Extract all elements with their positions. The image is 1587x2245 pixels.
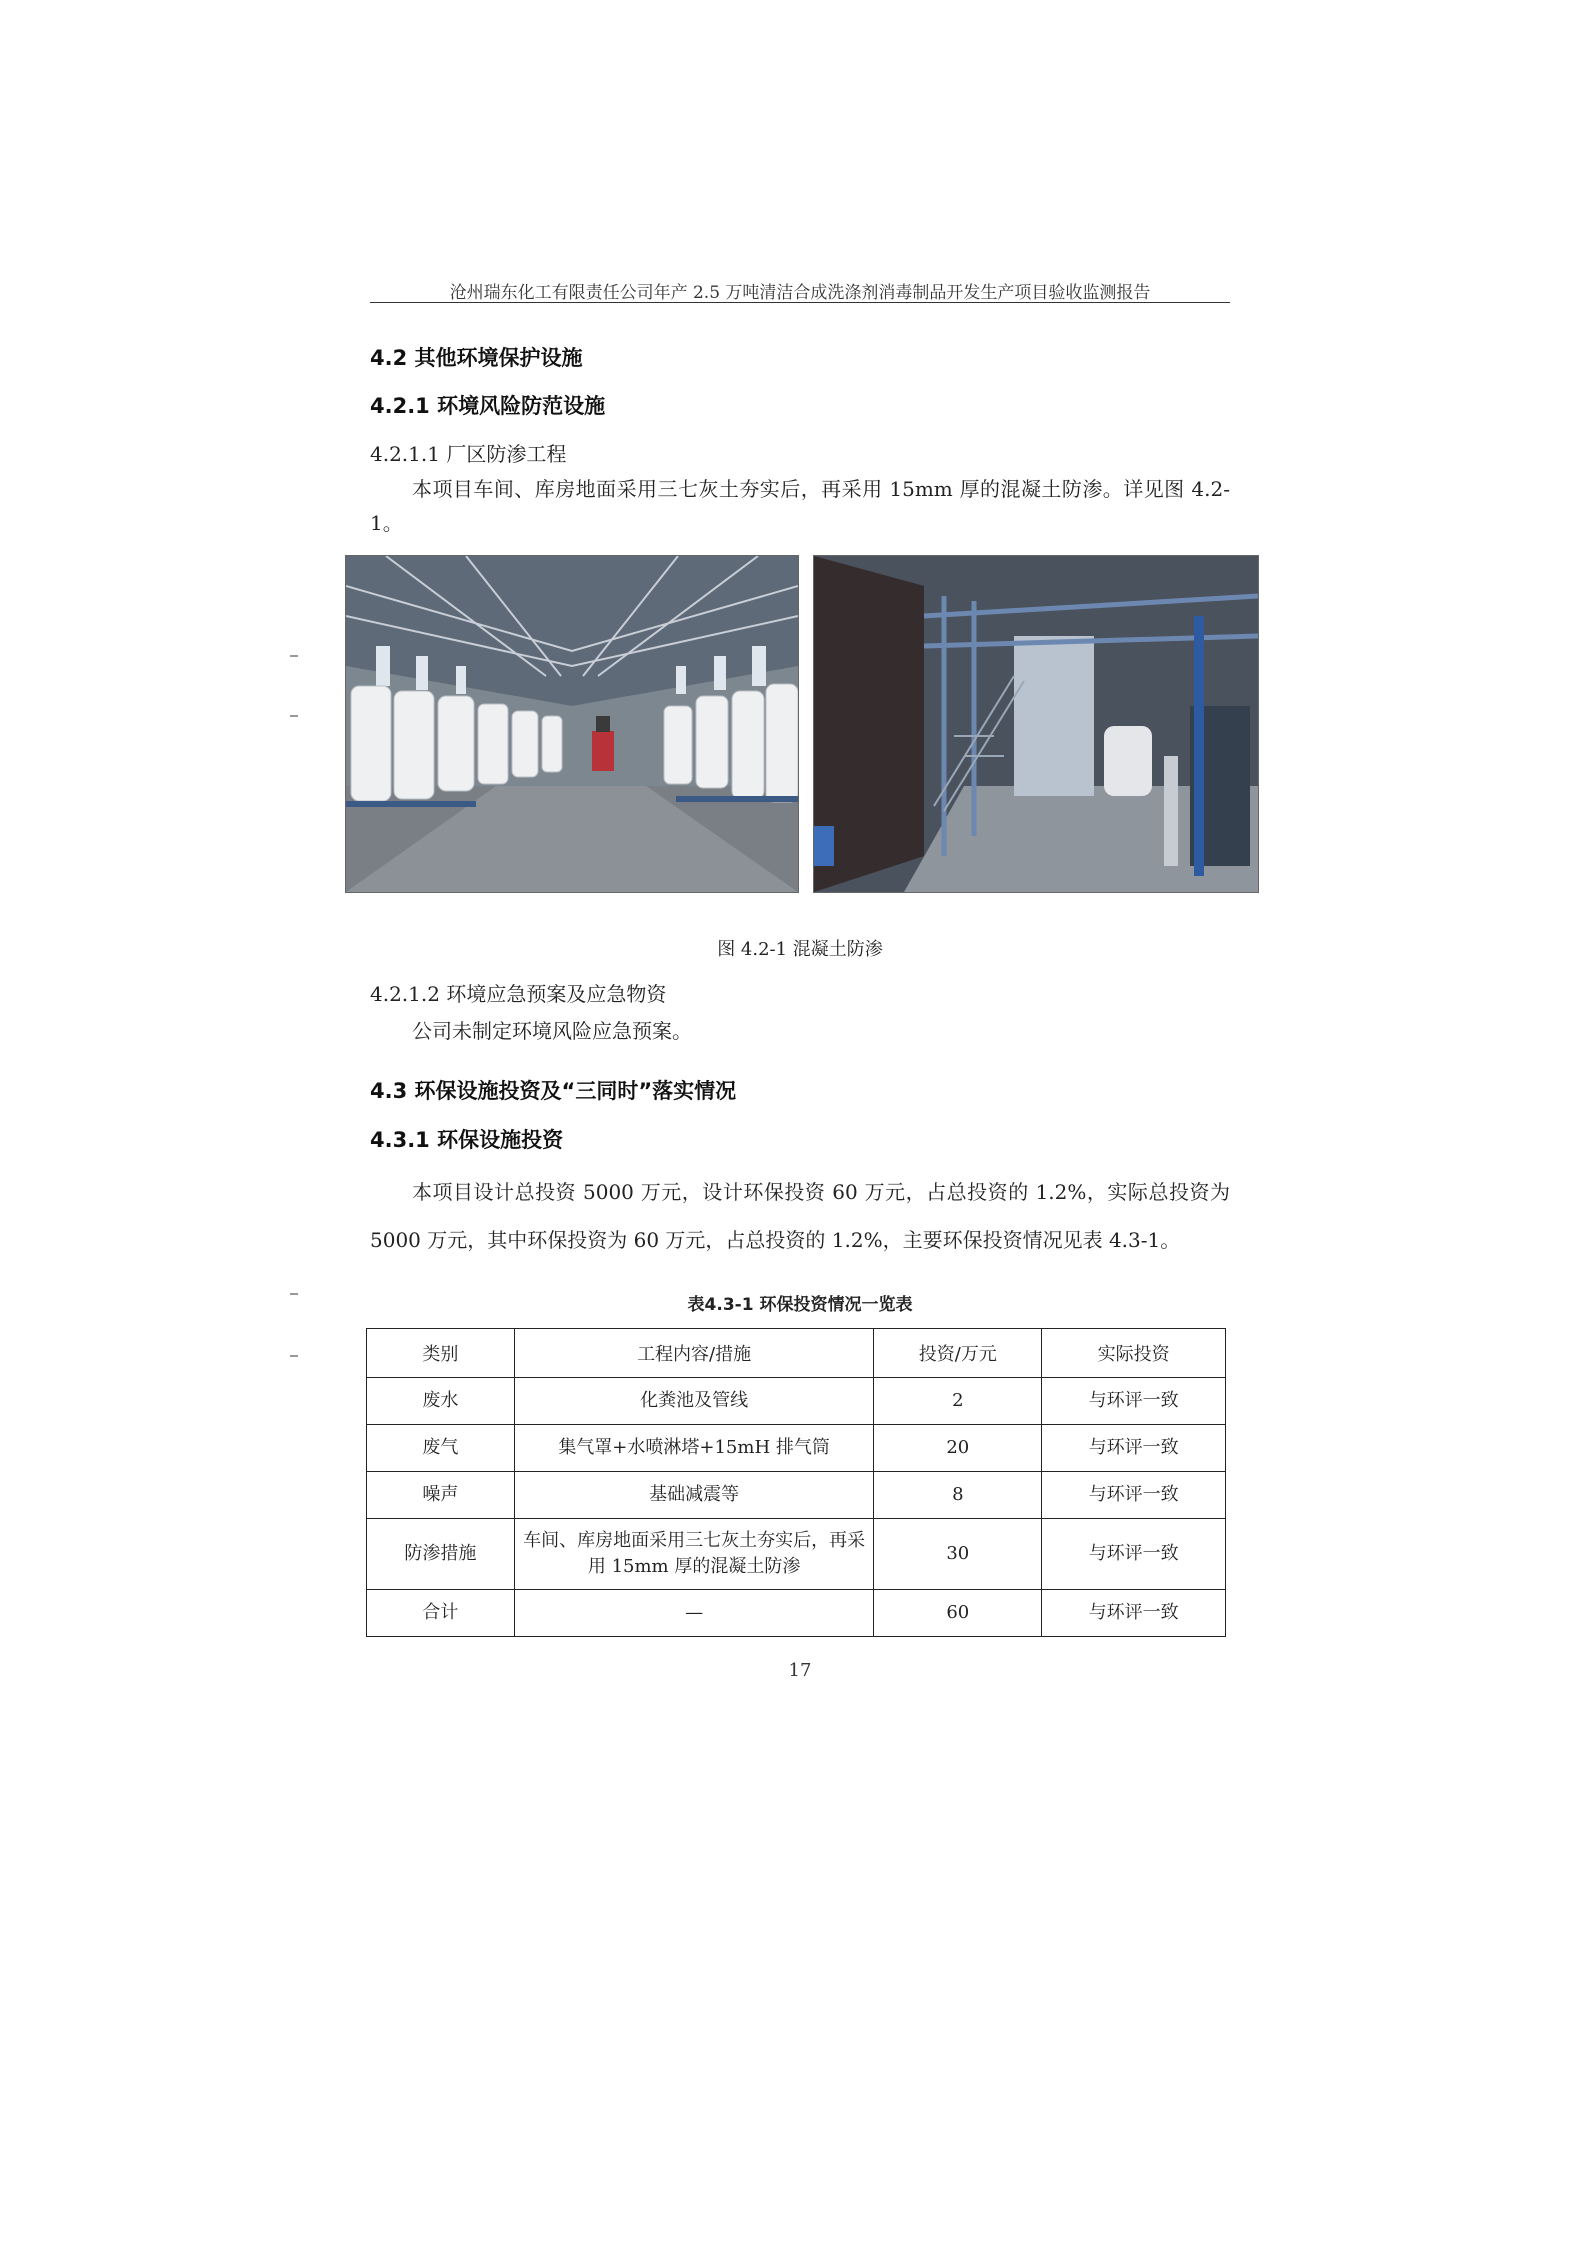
row-actual: 与环评一致 xyxy=(1042,1519,1226,1590)
figure-caption: 图 4.2-1 混凝土防渗 xyxy=(717,939,883,960)
row-content: 车间、库房地面采用三七灰土夯实后，再采用 15mm 厚的混凝土防渗 xyxy=(514,1519,874,1590)
table-row xyxy=(367,1378,1226,1425)
row-actual: 与环评一致 xyxy=(1042,1472,1226,1519)
table-caption: 表4.3-1 环保投资情况一览表 xyxy=(687,1295,913,1315)
table-row xyxy=(367,1590,1226,1637)
header-category: 类别 xyxy=(367,1329,515,1378)
heading-4-3-1: 4.3.1 环保设施投资 xyxy=(370,1128,564,1152)
row-content: 集气罩+水喷淋塔+15mH 排气筒 xyxy=(514,1425,874,1472)
row-content: 化粪池及管线 xyxy=(514,1378,874,1425)
heading-4-2-1: 4.2.1 环境风险防范设施 xyxy=(370,394,606,418)
row-actual: 与环评一致 xyxy=(1042,1425,1226,1472)
row-actual: 与环评一致 xyxy=(1042,1378,1226,1425)
row-content: 基础减震等 xyxy=(514,1472,874,1519)
heading-4-2-1-1: 4.2.1.1 厂区防渗工程 xyxy=(370,442,567,466)
paragraph-emergency: 公司未制定环境风险应急预案。 xyxy=(412,1019,692,1043)
warehouse-photo xyxy=(345,555,799,893)
table-header-row xyxy=(367,1329,1226,1378)
header-actual: 实际投资 xyxy=(1042,1329,1226,1378)
row-category: 合计 xyxy=(367,1590,515,1637)
investment-table xyxy=(366,1328,1226,1637)
header-investment: 投资/万元 xyxy=(874,1329,1042,1378)
heading-4-2-1-2: 4.2.1.2 环境应急预案及应急物资 xyxy=(370,982,667,1006)
page-number: 17 xyxy=(788,1660,812,1681)
row-category: 防渗措施 xyxy=(367,1519,515,1590)
header-content: 工程内容/措施 xyxy=(514,1329,874,1378)
row-investment: 60 xyxy=(874,1590,1042,1637)
scan-mark xyxy=(290,715,298,717)
row-investment: 20 xyxy=(874,1425,1042,1472)
row-category: 废气 xyxy=(367,1425,515,1472)
row-actual: 与环评一致 xyxy=(1042,1590,1226,1637)
row-investment: 2 xyxy=(874,1378,1042,1425)
row-investment: 8 xyxy=(874,1472,1042,1519)
row-content: — xyxy=(514,1590,874,1637)
heading-4-2: 4.2 其他环境保护设施 xyxy=(370,346,583,370)
row-category: 废水 xyxy=(367,1378,515,1425)
paragraph-seepage: 本项目车间、库房地面采用三七灰土夯实后，再采用 15mm 厚的混凝土防渗。详见图 4.2-1。 xyxy=(370,477,1230,535)
heading-4-3: 4.3 环保设施投资及“三同时”落实情况 xyxy=(370,1079,737,1103)
running-header: 沧州瑞东化工有限责任公司年产 2.5 万吨清洁合成洗涤剂消毒制品开发生产项目验收监测报告 xyxy=(449,283,1151,303)
table-row xyxy=(367,1472,1226,1519)
paragraph-investment: 本项目设计总投资 5000 万元，设计环保投资 60 万元，占总投资的 1.2%，实际总投资为 5000 万元，其中环保投资为 60 万元，占总投资的 1.2%，主要环保投资情况见表 4.3-1。 xyxy=(370,1180,1230,1252)
scan-mark xyxy=(290,1293,298,1295)
scan-mark xyxy=(290,655,298,657)
table-row xyxy=(367,1519,1226,1590)
scan-mark xyxy=(290,1355,298,1357)
workshop-photo xyxy=(813,555,1259,893)
table-row xyxy=(367,1425,1226,1472)
row-investment: 30 xyxy=(874,1519,1042,1590)
row-category: 噪声 xyxy=(367,1472,515,1519)
header-rule xyxy=(370,302,1230,303)
